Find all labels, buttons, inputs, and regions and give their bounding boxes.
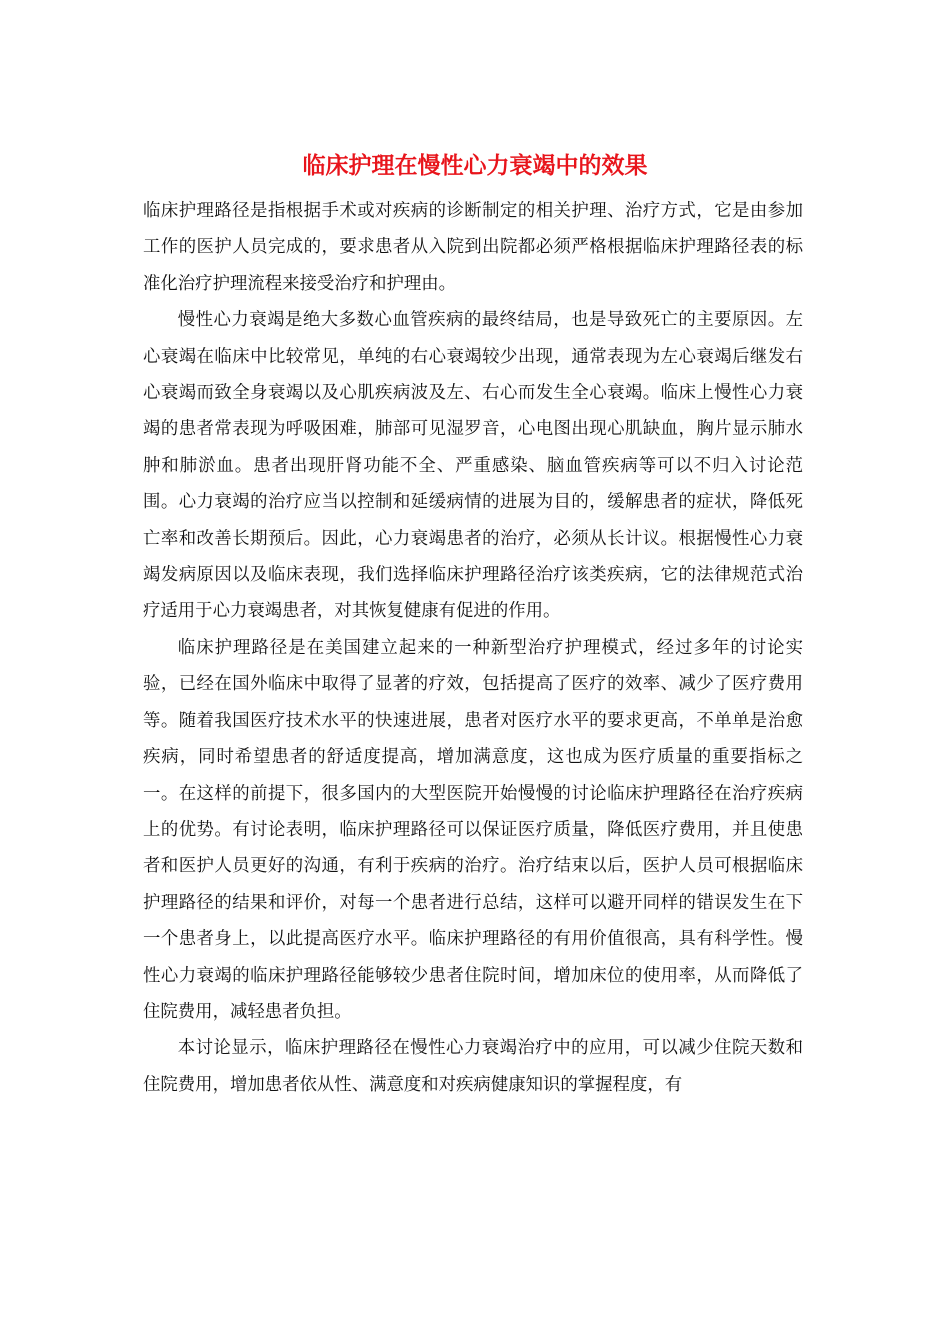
paragraph-intro: 临床护理路径是指根据手术或对疾病的诊断制定的相关护理、治疗方式，它是由参加工作的医护人员完成的，要求患者从入院到出院都必须严格根据临床护理路径表的标准化治疗护理流程来接受治疗和护理由。 (143, 201, 803, 294)
document-title: 临床护理在慢性心力衰竭中的效果 (302, 153, 648, 179)
document-body (143, 193, 803, 1103)
paragraph-discussion: 本讨论显示，临床护理路径在慢性心力衰竭治疗中的应用，可以减少住院天数和住院费用，增加患者依从性、满意度和对疾病健康知识的掌握程度，有 (143, 1038, 803, 1095)
paragraph-chronic-heart-failure: 慢性心力衰竭是绝大多数心血管疾病的最终结局，也是导致死亡的主要原因。左心衰竭在临床中比较常见，单纯的右心衰竭较少出现，通常表现为左心衰竭后继发右心衰竭而致全身衰竭以及心肌疾病波及左、右心而发生全心衰竭。临床上慢性心力衰竭的患者常表现为呼吸困难，肺部可见湿罗音，心电图出现心肌缺血，胸片显示肺水肿和肺淤血。患者出现肝肾功能不全、严重感染、脑血管疾病等可以不归入讨论范围。心力衰竭的治疗应当以控制和延缓病情的进展为目的，缓解患者的症状，降低死亡率和改善长期预后。因此，心力衰竭患者的治疗，必须从长计议。根据慢性心力衰竭发病原因以及临床表现，我们选择临床护理路径治疗该类疾病，它的法律规范式治疗适用于心力衰竭患者，对其恢复健康有促进的作用。 (143, 310, 803, 622)
paragraph-clinical-pathway: 临床护理路径是在美国建立起来的一种新型治疗护理模式，经过多年的讨论实验，已经在国外临床中取得了显著的疗效，包括提高了医疗的效率、减少了医疗费用等。随着我国医疗技术水平的快速进展，患者对医疗水平的要求更高，不单单是治愈疾病，同时希望患者的舒适度提高，增加满意度，这也成为医疗质量的重要指标之一。在这样的前提下，很多国内的大型医院开始慢慢的讨论临床护理路径在治疗疾病上的优势。有讨论表明，临床护理路径可以保证医疗质量，降低医疗费用，并且使患者和医护人员更好的沟通，有利于疾病的治疗。治疗结束以后，医护人员可根据临床护理路径的结果和评价，对每一个患者进行总结，这样可以避开同样的错误发生在下一个患者身上，以此提高医疗水平。临床护理路径的有用价值很高，具有科学性。慢性心力衰竭的临床护理路径能够较少患者住院时间，增加床位的使用率，从而降低了住院费用，减轻患者负担。 (143, 637, 803, 1022)
